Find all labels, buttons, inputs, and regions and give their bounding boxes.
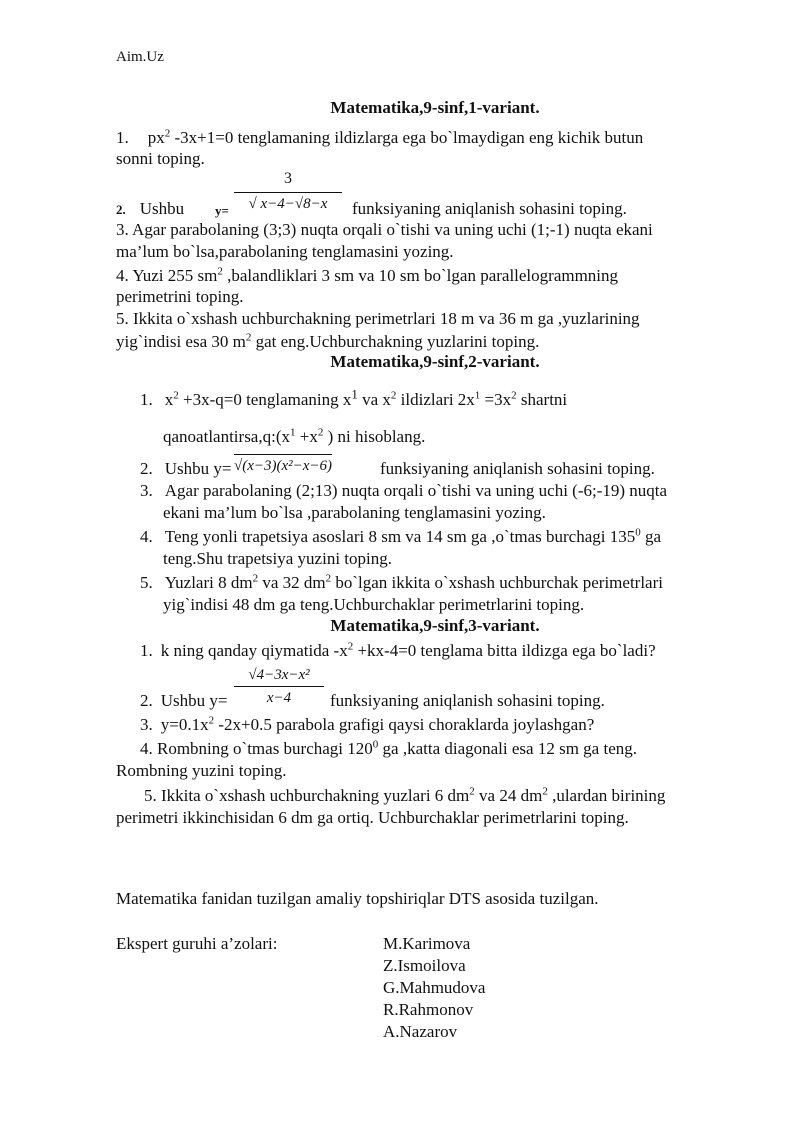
q-number: 4. [140, 527, 153, 546]
experts-label: Ekspert guruhi a’zolari: [116, 934, 278, 953]
v1-question-5: 5. Ikkita o`xshash uchburchakning perimetrlari 18 m va 36 m ga ,yuzlarining [116, 309, 640, 328]
expert-name: M.Karimova [383, 934, 471, 953]
v3-question-4-line2: Rombning yuzini toping. [116, 761, 287, 780]
expert-name: R.Rahmonov [383, 1000, 474, 1019]
v2-question-3-line2: ekani ma’lum bo`lsa ,parabolaning tenglamasini yozing. [163, 503, 546, 522]
v2-question-5-line2: yig`indisi 48 dm ga teng.Uchburchaklar perimetrlarini toping. [163, 595, 585, 614]
v1-question-4-line2: perimetrini toping. [116, 287, 244, 306]
variant2-title: Matematika,9-sinf,2-variant. [330, 352, 540, 371]
footer-note: Matematika fanidan tuzilgan amaliy topshiriqlar DTS asosida tuzilgan. [116, 889, 599, 908]
v2-question-2: 2. Ushbu y= [140, 459, 232, 478]
v1-q2-text: funksiyaning aniqlanish sohasini toping. [352, 199, 627, 218]
v3-q2-text: funksiyaning aniqlanish sohasini toping. [330, 691, 605, 710]
v3-question-3: 3. $y=0.1x^2$ -2x+0.5 parabola grafigi qaysi choraklarda joylashgan? [140, 714, 595, 734]
q-number: 1. [140, 641, 153, 660]
v1-question-3-line2: ma’lum bo`lsa,parabolaning tenglamasini yozing. [116, 242, 454, 261]
v3-question-5: 5. Ikkita o`xshash uchburchakning yuzlari 6 $dm^2$ va 24 $dm^2$ ,ulardan birining [144, 785, 666, 805]
fraction-numerator: 3 [284, 170, 292, 187]
v1-question-2: 2. Ushbu [116, 199, 185, 218]
q-number: 3. [140, 715, 153, 734]
q-number: 5. [140, 573, 153, 592]
q-number: 1. [140, 390, 153, 409]
v1-q2-fraction [234, 168, 342, 215]
v2-question-1-line2: $qanoatlantirsa,q:(x^1 +x^2$ ) ni hisoblang. [163, 426, 426, 446]
q-number: 2. [140, 691, 153, 710]
fraction-numerator: √4−3x−x² [248, 667, 310, 683]
expert-name: A.Nazarov [383, 1022, 458, 1041]
v1-question-1-line2: sonni toping. [116, 149, 205, 168]
q-number: 3. [140, 481, 153, 500]
q-number: 2. [140, 459, 153, 478]
v1-question-1: 1. $px^2$ -3x+1=0 tenglamaning ildizlarga ega bo`lmaydigan eng kichik butun [116, 127, 644, 147]
v3-question-2: 2. Ushbu y= [140, 691, 228, 710]
v1-q2-y: y= [215, 203, 229, 218]
v1-question-5-line2: yig`indisi esa 30 $m^2$ gat eng.Uchburchakning yuzlarini toping. [116, 331, 540, 351]
site-header: Aim.Uz [116, 49, 164, 65]
v2-question-5: 5. Yuzlari 8 $dm^2$ va 32 $dm^2$ bo`lgan ikkita o`xshash uchburchak perimetrlari [140, 572, 663, 592]
v2-q2-root: √(x−3)(x²−x−6) [234, 454, 332, 477]
v3-q2-fraction [234, 664, 324, 709]
v1-question-4: 4. Yuzi 255 $sm^2$ ,balandliklari 3 sm va 10 sm bo`lgan parallelogrammning [116, 265, 619, 285]
v1-question-3: 3. Agar parabolaning (3;3) nuqta orqali o`tishi va uning uchi (1;-1) nuqta ekani [116, 220, 653, 239]
variant1-title: Matematika,9-sinf,1-variant. [330, 98, 540, 117]
variant3-title: Matematika,9-sinf,3-variant. [330, 616, 540, 635]
v3-question-5-line2: perimetri ikkinchisidan 6 dm ga ortiq. Uchburchaklar perimetrlarini toping. [116, 808, 629, 827]
v2-question-4: 4. Teng yonli trapetsiya asoslari 8 sm va 14 sm ga ,o`tmas burchagi $135^0$ ga [140, 526, 662, 546]
v3-question-1: 1. k ning qanday qiymatida $-x^2 +kx-4=0$ tenglama bitta ildizga ega bo`ladi? [140, 640, 656, 660]
v2-question-4-line2: teng.Shu trapetsiya yuzini toping. [163, 549, 392, 568]
v3-question-4: 4. Rombning o`tmas burchagi $120^0$ ga ,katta diagonali esa 12 sm ga teng. [140, 738, 637, 758]
q-number: 1. [116, 128, 129, 147]
fraction-denominator: √ x−4−√8−x [234, 192, 342, 215]
q-number: 2. [116, 202, 126, 217]
v2-question-1: 1. $x^2 +3x-q=0$ tenglamaning $x^1$ va $x^2$ ildizlari $2x^1 =3x^2$ shartni [140, 386, 568, 409]
fraction-denominator: x−4 [234, 686, 324, 709]
expert-name: Z.Ismoilova [383, 956, 466, 975]
v2-question-3: 3. Agar parabolaning (2;13) nuqta orqali o`tishi va uning uchi (-6;-19) nuqta [140, 481, 668, 500]
v2-q2-text: funksiyaning aniqlanish sohasini toping. [380, 459, 655, 478]
expert-name: G.Mahmudova [383, 978, 486, 997]
